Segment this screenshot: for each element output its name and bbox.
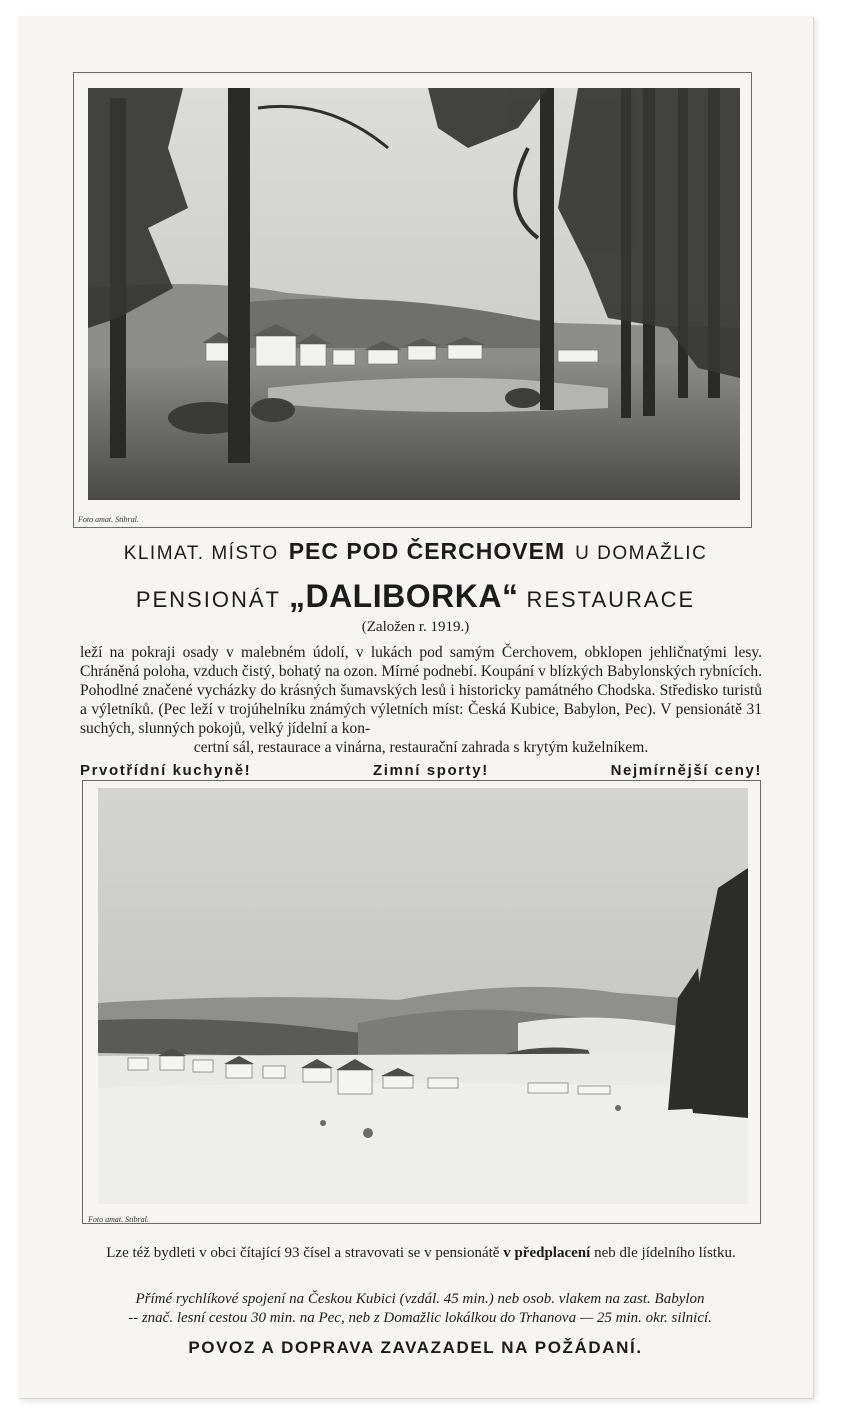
- stay-info-bold: v předplacení: [503, 1245, 591, 1261]
- place-name: PEC POD ČERCHOVEM: [288, 538, 566, 564]
- slogans: [80, 762, 762, 779]
- slogan-winter-sports: Zimní sporty!: [373, 762, 489, 779]
- winter-village-photo: [98, 788, 748, 1204]
- place-suffix: U DOMAŽLIC: [575, 543, 708, 564]
- description-body: leží na pokraji osady v malebném údolí, v lukách pod samým Čerchovem, obklopen jehličnatými lesy. Chráněná poloha, vzduch čistý, bohatý na ozon. Mírné podnebí. Koupání v blízkých Babylonských rybnících. Pohodlné značené vycházky do krásných šumavských lesů i historicky památného Chodska. Středisko turistů a výletníků. (Pec leží v trojúhelníku známých výletních míst: Česká Kubice, Babylon, Pec). V pensionátě 31 suchých, slunných pokojů, velký jídelní a kon-: [80, 644, 762, 737]
- top-photo-credit: Foto amat. Stibral.: [78, 515, 139, 524]
- description-paragraph: [80, 643, 762, 757]
- slogan-prices: Nejmírnější ceny!: [610, 762, 762, 779]
- pension-name: „DALIBORKA“: [288, 578, 519, 614]
- bottom-photo-credit: Foto amat. Stibral.: [88, 1215, 149, 1224]
- stay-info-before: Lze též bydleti v obci čítající 93 čísel a stravovati se v pensionátě: [106, 1245, 504, 1261]
- stay-info: [80, 1244, 762, 1263]
- place-prefix: KLIMAT. MÍSTO: [123, 543, 279, 564]
- place-heading: [18, 538, 813, 565]
- luggage-footer: POVOZ A DOPRAVA ZAVAZADEL NA POŽÁDANÍ.: [188, 1338, 643, 1357]
- description-last-line: certní sál, restaurace a vinárna, restaurační zahrada s krytým kuželníkem.: [193, 739, 649, 756]
- founded-note: (Založen r. 1919.): [361, 619, 470, 635]
- slogan-cuisine: Prvotřídní kuchyně!: [80, 762, 252, 779]
- transport-info: [70, 1290, 770, 1328]
- pension-heading: [18, 578, 813, 615]
- transport-line-1: Přímé rychlíkové spojení na Českou Kubici (vzdál. 45 min.) neb osob. vlakem na zast. Babylon: [135, 1291, 705, 1307]
- type-left: PENSIONÁT: [135, 587, 281, 612]
- brochure-page: [18, 16, 813, 1398]
- transport-line-2: -- znač. lesní cestou 30 min. na Pec, neb z Domažlic lokálkou do Trhanova — 25 min. okr. silnicí.: [128, 1310, 712, 1326]
- stay-info-after: neb dle jídelního lístku.: [590, 1245, 736, 1261]
- summer-village-photo: [88, 88, 740, 500]
- type-right: RESTAURACE: [526, 587, 696, 612]
